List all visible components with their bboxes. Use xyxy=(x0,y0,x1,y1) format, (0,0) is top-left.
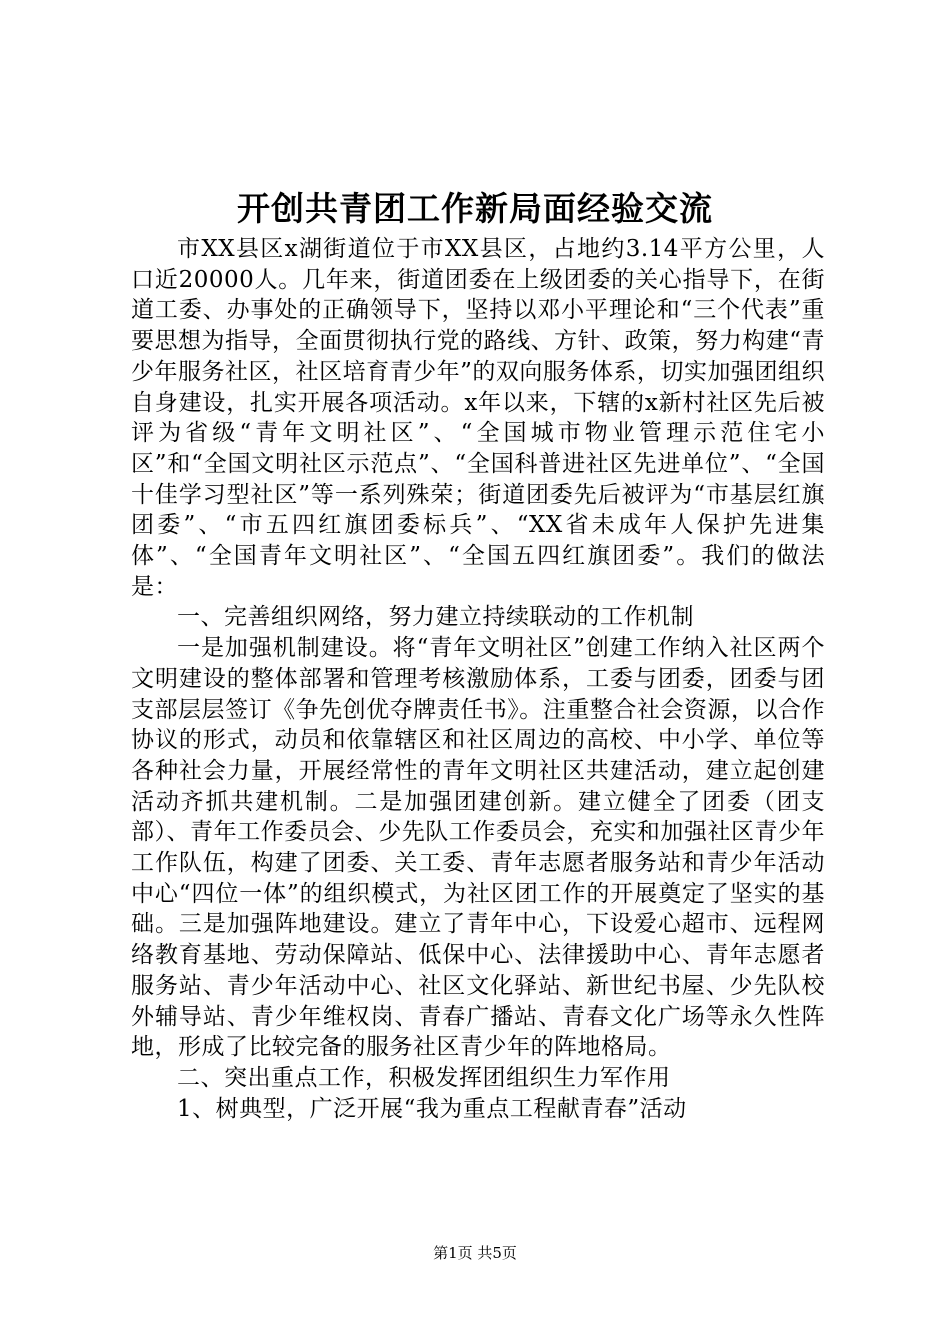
paragraph-intro: 市XX县区x湖街道位于市XX县区，占地约3.14平方公里，人口近20000人。几年来，街道团委在上级团委的关心指导下，在街道工委、办事处的正确领导下，坚持以邓小平理论和“三个代表”重要思想为指导，全面贯彻执行党的路线、方针、政策，努力构建“青少年服务社区，社区培育青少年”的双向服务体系，切实加强团组织自身建设，扎实开展各项活动。x年以来，下辖的x新村社区先后被评为省级“青年文明社区”、“全国城市物业管理示范住宅小区”和“全国文明社区示范点”、“全国科普进社区先进单位”、“全国十佳学习型社区”等一系列殊荣；街道团委先后被评为“市基层红旗团委”、“市五四红旗团委标兵”、“XX省未成年人保护先进集体”、“全国青年文明社区”、“全国五四红旗团委”。我们的做法是： xyxy=(131,236,825,600)
document-title: 开创共青团工作新局面经验交流 xyxy=(237,189,713,228)
section-heading-2: 二、突出重点工作，积极发挥团组织生力军作用 xyxy=(177,1064,671,1091)
paragraph-section-1: 一是加强机制建设。将“青年文明社区”创建工作纳入社区两个文明建设的整体部署和管理考核激励体系，工委与团委，团委与团支部层层签订《争先创优夺牌责任书》。注重整合社会资源，以合作协议的形式，动员和依靠辖区和社区周边的高校、中小学、单位等各种社会力量，开展经常性的青年文明社区共建活动，建立起创建活动齐抓共建机制。二是加强团建创新。建立健全了团委（团支部）、青年工作委员会、少先队工作委员会，充实和加强社区青少年工作队伍，构建了团委、关工委、青年志愿者服务站和青少年活动中心“四位一体”的组织模式，为社区团工作的开展奠定了坚实的基础。三是加强阵地建设。建立了青年中心，下设爱心超市、远程网络教育基地、劳动保障站、低保中心、法律援助中心、青年志愿者服务站、青少年活动中心、社区文化驿站、新世纪书屋、少先队校外辅导站、青少年维权岗、青春广播站、青春文化广场等永久性阵地，形成了比较完备的服务社区青少年的阵地格局。 xyxy=(131,635,825,1061)
page-footer: 第1页 共5页 xyxy=(433,1244,517,1262)
document-body xyxy=(131,234,825,1124)
section-heading-1: 一、完善组织网络，努力建立持续联动的工作机制 xyxy=(177,604,694,631)
subsection-heading-1: 1、树典型，广泛开展“我为重点工程献青春”活动 xyxy=(177,1095,687,1122)
